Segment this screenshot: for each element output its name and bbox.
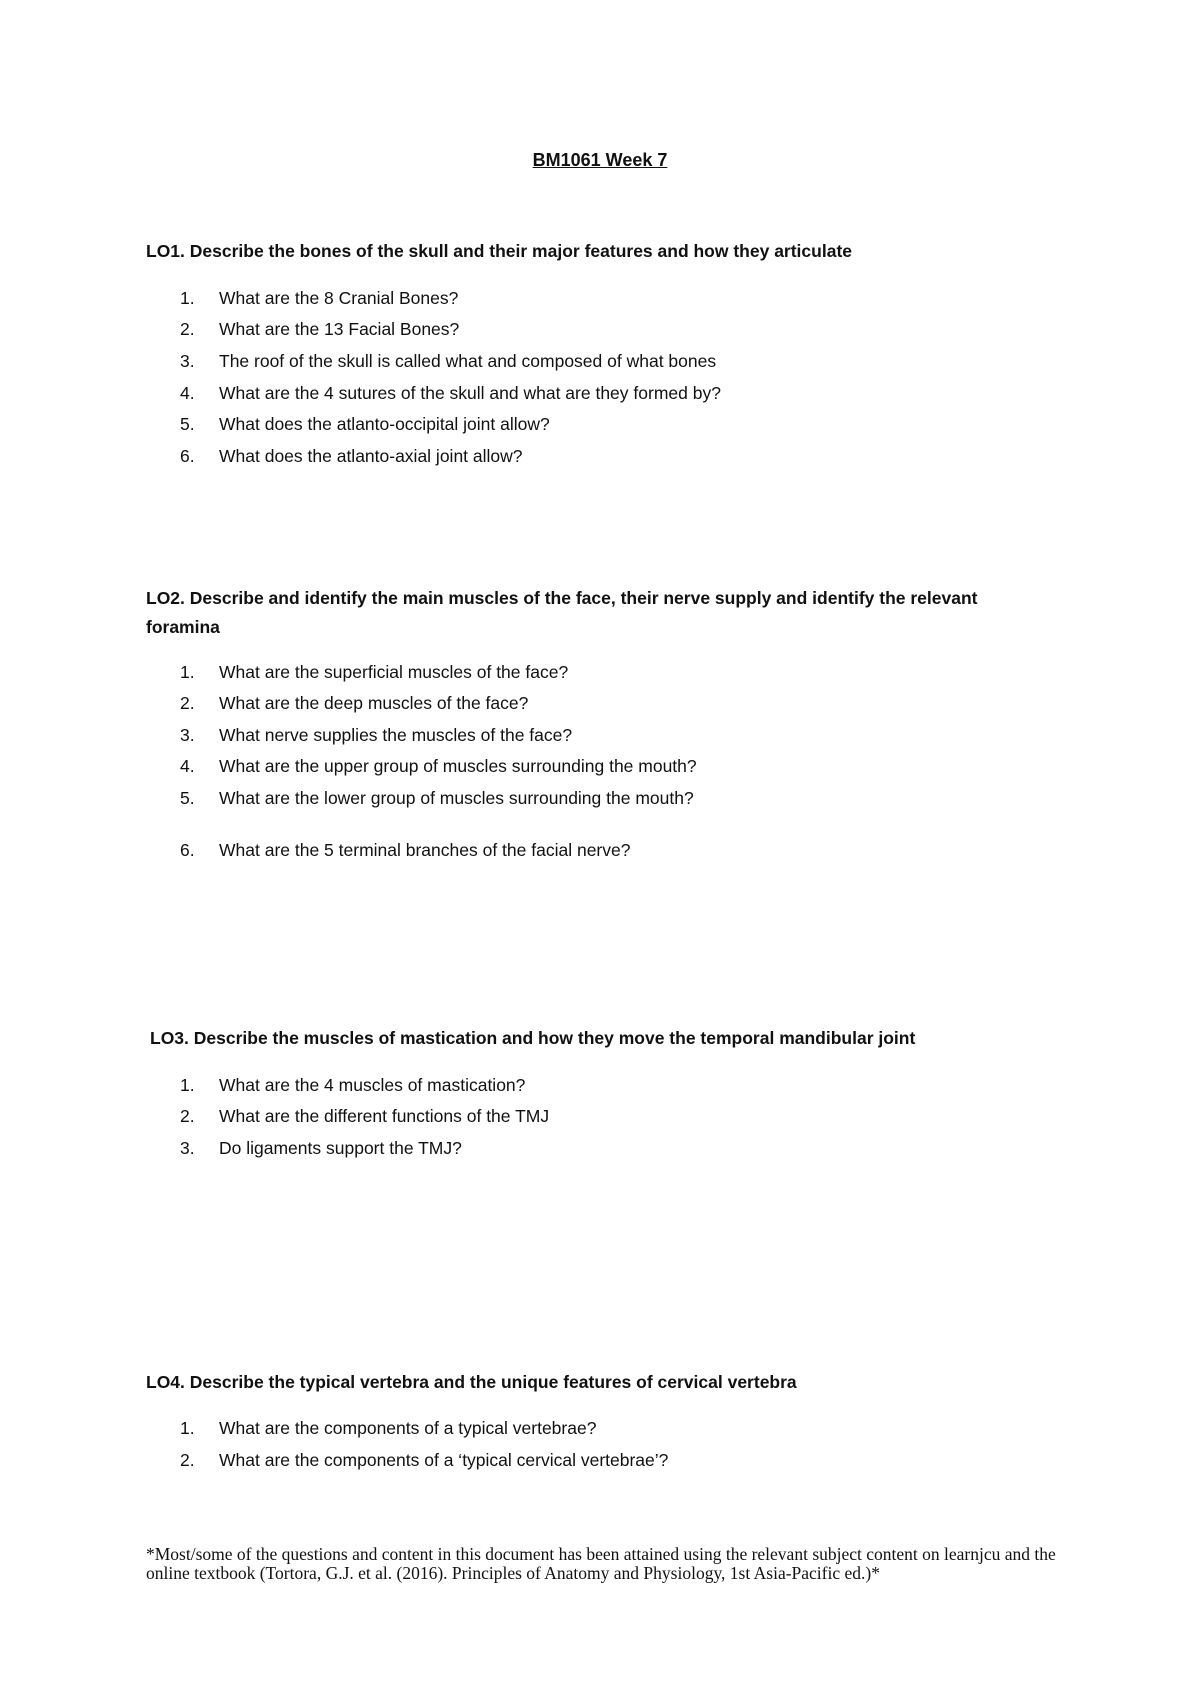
question-text: What does the atlanto-axial joint allow? (219, 446, 523, 466)
section-heading-lo4: LO4. Describe the typical vertebra and the unique features of cervical vertebra (146, 1372, 797, 1392)
item-number: 5. (180, 788, 195, 808)
item-number: 5. (180, 414, 195, 434)
list-item (180, 723, 1000, 747)
question-text: What are the upper group of muscles surrounding the mouth? (219, 756, 697, 776)
question-text: What are the superficial muscles of the face? (219, 662, 569, 682)
question-text: What are the 13 Facial Bones? (219, 319, 460, 339)
list-item (180, 1104, 1000, 1128)
item-number: 4. (180, 756, 195, 776)
list-item (180, 286, 1000, 310)
list-item (180, 1448, 1000, 1472)
item-number: 1. (180, 1418, 195, 1438)
question-text: What are the different functions of the TMJ (219, 1106, 550, 1126)
question-text: What does the atlanto-occipital joint allow? (219, 414, 550, 434)
question-text: What are the components of a typical vertebrae? (219, 1418, 597, 1438)
list-item (180, 412, 1000, 436)
list-item (180, 381, 1000, 405)
question-text: The roof of the skull is called what and composed of what bones (219, 351, 717, 371)
list-item (180, 754, 1000, 778)
item-number: 6. (180, 840, 195, 860)
item-number: 2. (180, 1106, 195, 1126)
question-text: What are the deep muscles of the face? (219, 693, 529, 713)
question-text: What nerve supplies the muscles of the face? (219, 725, 573, 745)
item-number: 4. (180, 383, 195, 403)
footnote: *Most/some of the questions and content in this document has been attained using the relevant subject content on learnjcu and the online textbook (Tortora, G.J. et al. (2016). Principles of Anatomy and Physiology, 1st Asia-Pacific ed.)* (146, 1544, 1056, 1583)
item-number: 1. (180, 288, 195, 308)
list-item (180, 444, 1000, 468)
document-title: BM1061 Week 7 (532, 150, 668, 170)
list-item (180, 1416, 1000, 1440)
question-text: What are the 5 terminal branches of the facial nerve? (219, 840, 631, 860)
list-item (180, 691, 1000, 715)
list-item (180, 1136, 1000, 1160)
list-item (180, 349, 1000, 373)
list-item (180, 1073, 1000, 1097)
item-number: 3. (180, 351, 195, 371)
list-item (180, 838, 1000, 862)
item-number: 2. (180, 319, 195, 339)
list-item (180, 317, 1000, 341)
section-heading-lo1: LO1. Describe the bones of the skull and their major features and how they articulate (146, 241, 852, 261)
item-number: 2. (180, 1450, 195, 1470)
question-text: What are the lower group of muscles surrounding the mouth? (219, 788, 694, 808)
list-item (180, 786, 1000, 810)
item-number: 2. (180, 693, 195, 713)
item-number: 3. (180, 725, 195, 745)
list-item (180, 660, 1000, 684)
question-text: What are the 8 Cranial Bones? (219, 288, 459, 308)
item-number: 1. (180, 1075, 195, 1095)
item-number: 6. (180, 446, 195, 466)
section-heading-lo3: LO3. Describe the muscles of mastication and how they move the temporal mandibular joint (150, 1028, 916, 1048)
question-text: Do ligaments support the TMJ? (219, 1138, 462, 1158)
item-number: 1. (180, 662, 195, 682)
section-heading-lo2: LO2. Describe and identify the main muscles of the face, their nerve supply and identify the relevant foramina (146, 588, 978, 637)
question-text: What are the components of a ‘typical cervical vertebrae’? (219, 1450, 669, 1470)
item-number: 3. (180, 1138, 195, 1158)
question-text: What are the 4 muscles of mastication? (219, 1075, 526, 1095)
question-text: What are the 4 sutures of the skull and what are they formed by? (219, 383, 721, 403)
